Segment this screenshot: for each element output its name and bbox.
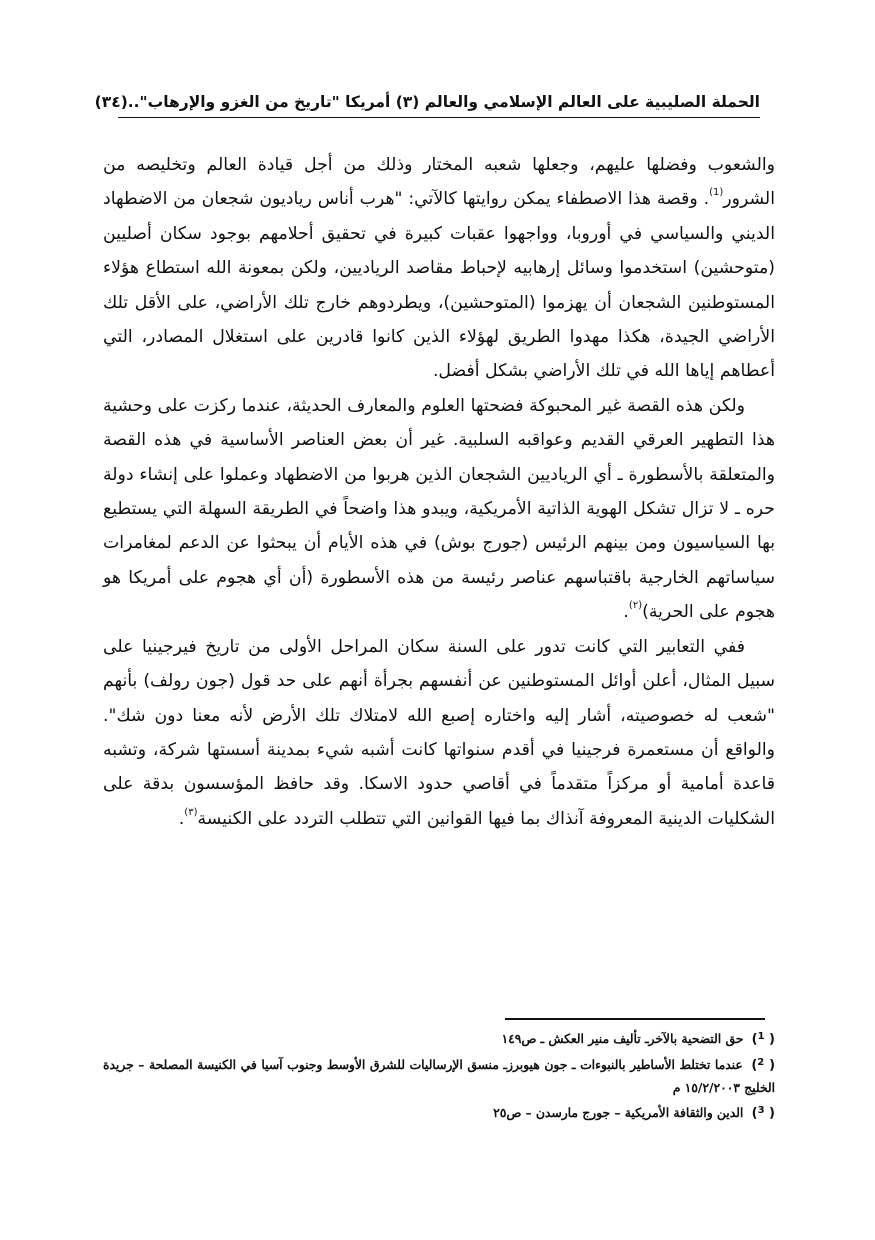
paragraph-text: .: [623, 602, 629, 623]
body-text: [103, 148, 775, 836]
page-number: (٣٤): [94, 93, 128, 111]
footnote-text: الدين والثقافة الأمريكية – جورج مارسدن – ص٢٥: [493, 1105, 744, 1120]
footnote-separator: [505, 1018, 765, 1020]
running-header: [94, 88, 760, 116]
footnote-1: [103, 1026, 775, 1051]
footnote-text: حق التضحية بالآخرـ تأليف منير العكش ـ ص١٤٩: [501, 1031, 744, 1046]
footnote-marker: ( $^3$): [751, 1105, 775, 1121]
footnote-ref-2[interactable]: (٢): [628, 600, 643, 612]
paragraph-text: والشعوب وفضلها عليهم، وجعلها شعبه المختار وذلك من أجل قيادة العالم وتخليصه من الشرور: [103, 155, 775, 210]
paragraph-2: [103, 389, 775, 630]
footnote-ref-3[interactable]: (٣): [184, 806, 198, 818]
footnote-marker: ( $^1$): [751, 1031, 775, 1047]
footnote-text: عندما تختلط الأساطير بالنبوءات ـ جون هيوبرزـ منسق الإرساليات للشرق الأوسط وجنوب آسيا في الكنيسة المصلحة – جريدة الخليج ١٥/٢/٢٠٠٣ م: [103, 1057, 775, 1095]
paragraph-text: ففي التعابير التي كانت تدور على السنة سكان المراحل الأولى من تاريخ فيرجينيا على سبيل المثال، أعلن أوائل المستوطنين عن أنفسهم بجرأة أنهم على حد قول (جون رولف) بأنهم "شعب له خصوصيته، أشار إليه واختاره إصبع الله لامتلاك تلك الأرض لأنه معنا دون شك". والواقع أن مستعمرة فرجينيا في أقدم سنواتها كانت أشبه شيء بمدينة أسستها شركة، وتشبه قاعدة أمامية أو مركزاً متقدماً في أقاصي حدود الاسكا. وقد حافظ المؤسسون بدقة على الشكليات الدينية المعروفة آنذاك بما فيها القوانين التي تتطلب التردد على الكنيسة: [103, 636, 775, 829]
footnotes: [103, 1026, 775, 1126]
header-title: الحملة الصليبية على العالم الإسلامي والعالم (٣) أمريكا "تاريخ من الغزو والإرهاب"..: [127, 93, 760, 111]
footnote-2: [103, 1052, 775, 1099]
paragraph-3: [103, 630, 775, 836]
footnote-marker: ( $^2$): [751, 1057, 776, 1073]
footnote-ref-1[interactable]: (1): [709, 187, 724, 199]
header-rule: [118, 117, 760, 118]
paragraph-1: [103, 148, 775, 389]
paragraph-text: .: [178, 808, 185, 829]
paragraph-text: . وقصة هذا الاصطفاء يمكن روايتها كالآتي: "هرب أناس رياديون شجعان من الاضطهاد الديني والسياسي في أوروبا، وواجهوا عقبات كبيرة في تحقيق أحلامهم بوجود سكان أصليين (متوحشين) استخدموا وسائل إرهابيه لإحباط مقاصد الرياديين، ولكن بمعونة الله استطاع هؤلاء المستوطنين الشجعان أن يهزموا (المتوحشين)، ويطردوهم خارج تلك الأراضي، على الأقل تلك الأراضي الجيدة، هكذا مهدوا الطريق لهؤلاء الذين كانوا قادرين على استغلال المصادر، التي أعطاهم إياها الله في تلك الأراضي بشكل أفضل.: [103, 189, 775, 382]
footnote-3: [103, 1100, 775, 1125]
paragraph-text: ولكن هذه القصة غير المحبوكة فضحتها العلوم والمعارف الحديثة، عندما ركزت على وحشية هذا التطهير العرقي القديم وعواقبه السلبية. غير أن بعض العناصر الأساسية في هذه القصة والمتعلقة بالأسطورة ـ أي الرياديين الشجعان الذين هربوا من الاضطهاد وعملوا على إنشاء دولة حره ـ لا تزال تشكل الهوية الذاتية الأمريكية، ويبدو هذا واضحاً في الطريقة السهلة التي يستطيع بها السياسيون ومن بينهم الرئيس (جورج بوش) في هذه الأيام أن يبحثوا عن الدعم لمغامرات سياساتهم الخارجية باقتباسهم عناصر رئيسة من هذه الأسطورة (أن أي هجوم على أمريكا هو هجوم على الحرية): [103, 395, 775, 623]
